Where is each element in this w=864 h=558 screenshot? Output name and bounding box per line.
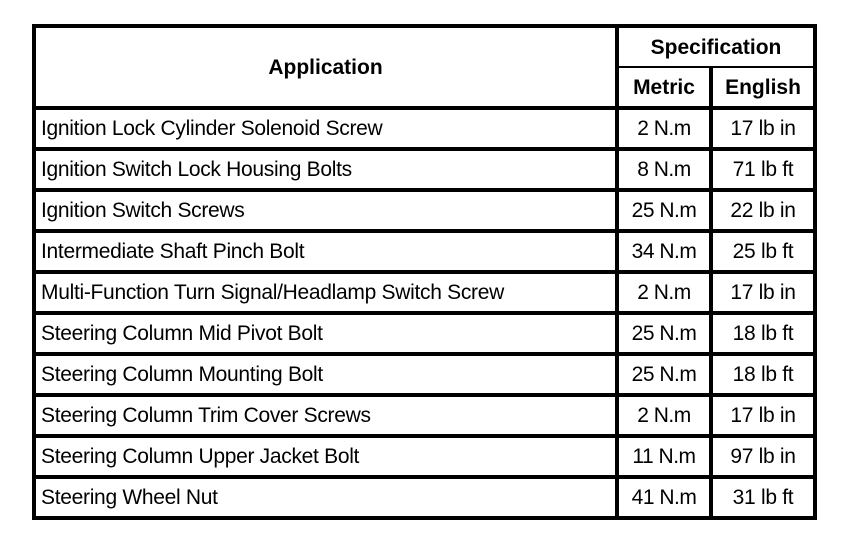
application-cell: Steering Wheel Nut [34,477,617,518]
english-value-cell: 31 lb ft [711,477,815,518]
english-value-cell: 17 lb in [711,272,815,313]
english-value-cell: 17 lb in [711,108,815,149]
metric-value-cell: 41 N.m [617,477,711,518]
english-value-cell: 22 lb in [711,190,815,231]
table-row [34,395,815,436]
metric-value-cell: 2 N.m [617,395,711,436]
metric-value-cell: 8 N.m [617,149,711,190]
application-cell: Multi-Function Turn Signal/Headlamp Switch Screw [34,272,617,313]
table-row [34,108,815,149]
metric-value-cell: 2 N.m [617,272,711,313]
english-column-header: English [711,67,815,108]
table-row [34,354,815,395]
metric-column-header: Metric [617,67,711,108]
application-cell: Ignition Switch Screws [34,190,617,231]
metric-value-cell: 25 N.m [617,190,711,231]
english-value-cell: 71 lb ft [711,149,815,190]
metric-value-cell: 25 N.m [617,354,711,395]
application-cell: Steering Column Upper Jacket Bolt [34,436,617,477]
table-row [34,149,815,190]
table-row [34,477,815,518]
english-value-cell: 25 lb ft [711,231,815,272]
specification-column-header: Specification [617,26,815,67]
english-value-cell: 18 lb ft [711,354,815,395]
application-cell: Ignition Lock Cylinder Solenoid Screw [34,108,617,149]
metric-value-cell: 11 N.m [617,436,711,477]
table-row [34,313,815,354]
application-cell: Steering Column Mid Pivot Bolt [34,313,617,354]
table-row [34,436,815,477]
application-cell: Intermediate Shaft Pinch Bolt [34,231,617,272]
table-row [34,231,815,272]
english-value-cell: 97 lb in [711,436,815,477]
fastener-specification-table [32,24,817,520]
metric-value-cell: 34 N.m [617,231,711,272]
table-row [34,272,815,313]
metric-value-cell: 25 N.m [617,313,711,354]
table-row [34,190,815,231]
application-column-header: Application [34,26,617,108]
metric-value-cell: 2 N.m [617,108,711,149]
english-value-cell: 18 lb ft [711,313,815,354]
header-row-top [34,26,815,67]
english-value-cell: 17 lb in [711,395,815,436]
application-cell: Ignition Switch Lock Housing Bolts [34,149,617,190]
application-cell: Steering Column Trim Cover Screws [34,395,617,436]
application-cell: Steering Column Mounting Bolt [34,354,617,395]
